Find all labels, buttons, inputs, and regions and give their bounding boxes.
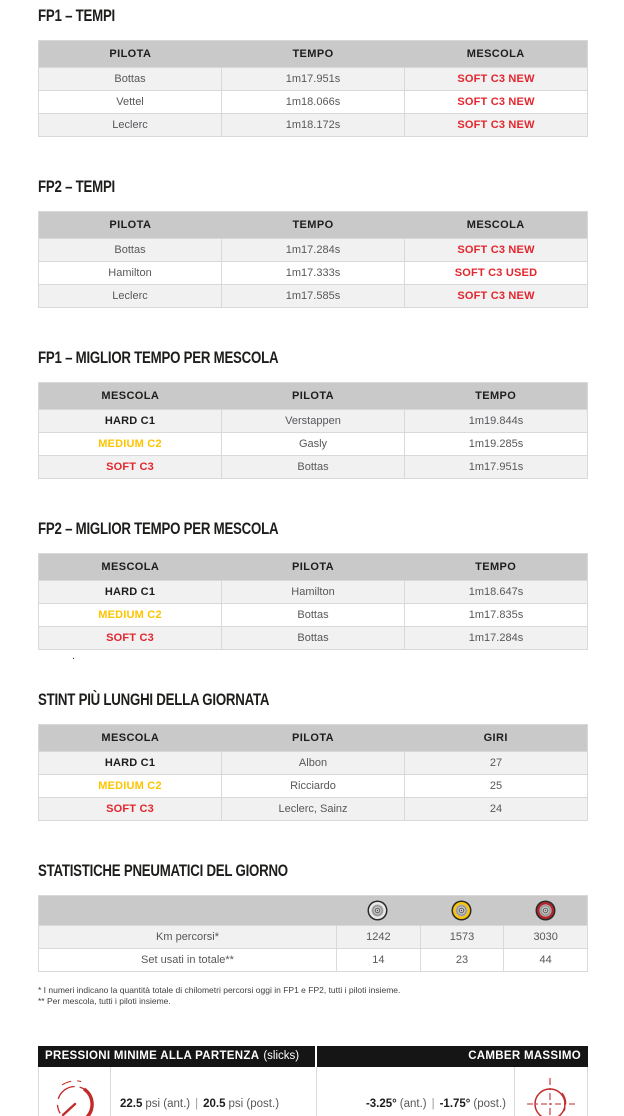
- table-row: [39, 113, 587, 136]
- table-cell: SOFT C3: [106, 461, 154, 473]
- report-content: [38, 8, 588, 1116]
- table-cell: Leclerc, Sainz: [221, 798, 404, 820]
- table-cell: Hamilton: [108, 267, 152, 279]
- column-header: MESCOLA: [466, 48, 525, 60]
- section-5: [38, 692, 588, 821]
- front-camber-unit: (ant.): [399, 1098, 427, 1110]
- table-row: [39, 580, 587, 603]
- separator: |: [195, 1098, 199, 1110]
- medium-tire-icon: [451, 900, 472, 921]
- pressure-gauge-icon: [50, 1076, 100, 1116]
- data-table: [38, 724, 588, 821]
- data-table: [38, 553, 588, 650]
- pressures-header: [38, 1046, 315, 1067]
- camber-header: CAMBER MASSIMO: [317, 1046, 588, 1067]
- table-cell: 23: [420, 949, 504, 971]
- table-cell: 1m18.066s: [221, 91, 404, 113]
- rear-pressure-value: 20.5: [203, 1098, 226, 1110]
- table-cell: Leclerc: [112, 119, 148, 131]
- table-row: [39, 774, 587, 797]
- hard-tire-icon: [367, 900, 388, 921]
- pressure-camber-panel: [38, 1046, 588, 1116]
- table-cell: 1m17.951s: [404, 456, 587, 478]
- section-1: [38, 8, 588, 137]
- section-title: STATISTICHE PNEUMATICI DEL GIORNO: [38, 861, 288, 880]
- table-row: [39, 284, 587, 307]
- table-cell: MEDIUM C2: [98, 609, 162, 621]
- table-cell: Leclerc: [112, 290, 148, 302]
- camber-icon: [524, 1075, 578, 1116]
- section-title: FP2 – TEMPI: [38, 177, 116, 196]
- table-row: [39, 67, 587, 90]
- table-cell: 24: [404, 798, 587, 820]
- table-row: [39, 409, 587, 432]
- table-cell: 1m17.284s: [221, 239, 404, 261]
- table-cell: HARD C1: [104, 586, 156, 598]
- row-label: Km percorsi*: [156, 931, 219, 943]
- table-cell: Ricciardo: [221, 775, 404, 797]
- column-header: GIRI: [483, 732, 508, 744]
- table-cell: Bottas: [221, 627, 404, 649]
- stray-dot: .: [72, 650, 76, 662]
- column-header: MESCOLA: [466, 219, 525, 231]
- table-cell: 44: [503, 949, 587, 971]
- table-header-row: [39, 554, 587, 580]
- pressure-gauge-cell: [39, 1067, 111, 1116]
- table-cell: 1m17.585s: [221, 285, 404, 307]
- section-title: FP2 – MIGLIOR TEMPO PER MESCOLA: [38, 519, 279, 538]
- table-row: [39, 948, 587, 971]
- column-header: MESCOLA: [101, 732, 160, 744]
- section-title: FP1 – MIGLIOR TEMPO PER MESCOLA: [38, 348, 279, 367]
- tyre-stats-table: [38, 895, 588, 972]
- timing-sections: [38, 8, 588, 821]
- table-cell: MEDIUM C2: [98, 780, 162, 792]
- column-header: PILOTA: [292, 561, 334, 573]
- table-cell: 25: [404, 775, 587, 797]
- table-row: [39, 238, 587, 261]
- column-header: MESCOLA: [101, 390, 160, 402]
- table-cell: Verstappen: [221, 410, 404, 432]
- table-cell: Bottas: [221, 456, 404, 478]
- table-cell: 1m17.333s: [221, 262, 404, 284]
- camber-icon-cell: [514, 1067, 587, 1116]
- table-row: [39, 455, 587, 478]
- table-cell: 27: [404, 752, 587, 774]
- table-cell: Bottas: [221, 604, 404, 626]
- front-pressure-value: 22.5: [120, 1098, 143, 1110]
- table-row: [39, 925, 587, 948]
- table-row: [39, 432, 587, 455]
- table-header-row: [39, 212, 587, 238]
- rear-camber-unit: (post.): [473, 1098, 506, 1110]
- data-table: [38, 40, 588, 137]
- column-header: PILOTA: [109, 48, 152, 60]
- table-header-row: [39, 41, 587, 67]
- table-cell: SOFT C3: [106, 803, 154, 815]
- table-cell: SOFT C3 NEW: [404, 91, 587, 113]
- panel-header: [38, 1046, 588, 1067]
- table-cell: Bottas: [114, 244, 146, 256]
- footnote: * I numeri indicano la quantità totale di chilometri percorsi oggi in FP1 e FP2, tutti i piloti insieme.: [38, 985, 401, 995]
- table-cell: SOFT C3 NEW: [404, 239, 587, 261]
- table-cell: MEDIUM C2: [98, 438, 162, 450]
- table-cell: 1m18.172s: [221, 114, 404, 136]
- table-cell: Vettel: [116, 96, 144, 108]
- section-statistiche-pneumatici: [38, 863, 588, 1006]
- section-title: STINT PIÙ LUNGHI DELLA GIORNATA: [38, 690, 270, 709]
- table-cell: SOFT C3 NEW: [404, 285, 587, 307]
- panel-body: [38, 1067, 588, 1116]
- table-header-row: [39, 725, 587, 751]
- table-cell: HARD C1: [104, 415, 156, 427]
- table-row: [39, 626, 587, 649]
- max-camber-value: [316, 1067, 514, 1116]
- front-pressure-unit: psi (ant.): [145, 1098, 191, 1110]
- table-cell: 1m18.647s: [404, 581, 587, 603]
- section-title: FP1 – TEMPI: [38, 6, 116, 25]
- section-2: [38, 179, 588, 308]
- data-table: [38, 211, 588, 308]
- table-cell: 1573: [420, 926, 504, 948]
- section-4: [38, 521, 588, 650]
- table-cell: 1m17.835s: [404, 604, 587, 626]
- table-cell: 1m19.285s: [404, 433, 587, 455]
- table-cell: SOFT C3: [106, 632, 154, 644]
- table-cell: SOFT C3 USED: [404, 262, 587, 284]
- tyre-stats-header: [39, 896, 587, 925]
- rear-pressure-unit: psi (post.): [228, 1098, 280, 1110]
- separator: |: [431, 1098, 435, 1110]
- table-row: [39, 751, 587, 774]
- table-cell: 1m17.284s: [404, 627, 587, 649]
- table-cell: 14: [336, 949, 420, 971]
- table-header-row: [39, 383, 587, 409]
- table-cell: Hamilton: [221, 581, 404, 603]
- column-header: TEMPO: [292, 48, 334, 60]
- pressures-title: PRESSIONI MINIME ALLA PARTENZA: [45, 1050, 260, 1062]
- table-cell: 1m17.951s: [221, 68, 404, 90]
- column-header: PILOTA: [109, 219, 152, 231]
- footnote: ** Per mescola, tutti i piloti insieme.: [38, 995, 171, 1006]
- table-cell: SOFT C3 NEW: [404, 114, 587, 136]
- column-header: TEMPO: [475, 390, 517, 402]
- rear-camber-value: -1.75°: [439, 1098, 471, 1110]
- table-cell: 1242: [336, 926, 420, 948]
- column-header: PILOTA: [292, 732, 334, 744]
- table-row: [39, 797, 587, 820]
- row-label: Set usati in totale**: [141, 954, 234, 966]
- soft-tire-icon: [535, 900, 556, 921]
- table-cell: Bottas: [114, 73, 146, 85]
- column-header: TEMPO: [475, 561, 517, 573]
- pressures-title-suffix: (slicks): [263, 1050, 300, 1062]
- minimum-pressures-value: [111, 1067, 316, 1116]
- table-cell: 1m19.844s: [404, 410, 587, 432]
- table-row: [39, 90, 587, 113]
- data-table: [38, 382, 588, 479]
- column-header: MESCOLA: [101, 561, 160, 573]
- table-row: [39, 261, 587, 284]
- table-cell: SOFT C3 NEW: [404, 68, 587, 90]
- footnotes: [38, 985, 588, 1006]
- table-cell: HARD C1: [104, 757, 156, 769]
- table-cell: Gasly: [221, 433, 404, 455]
- table-cell: 3030: [503, 926, 587, 948]
- front-camber-value: -3.25°: [365, 1098, 397, 1110]
- table-cell: Albon: [221, 752, 404, 774]
- table-row: [39, 603, 587, 626]
- section-3: [38, 350, 588, 479]
- column-header: TEMPO: [292, 219, 334, 231]
- column-header: PILOTA: [292, 390, 334, 402]
